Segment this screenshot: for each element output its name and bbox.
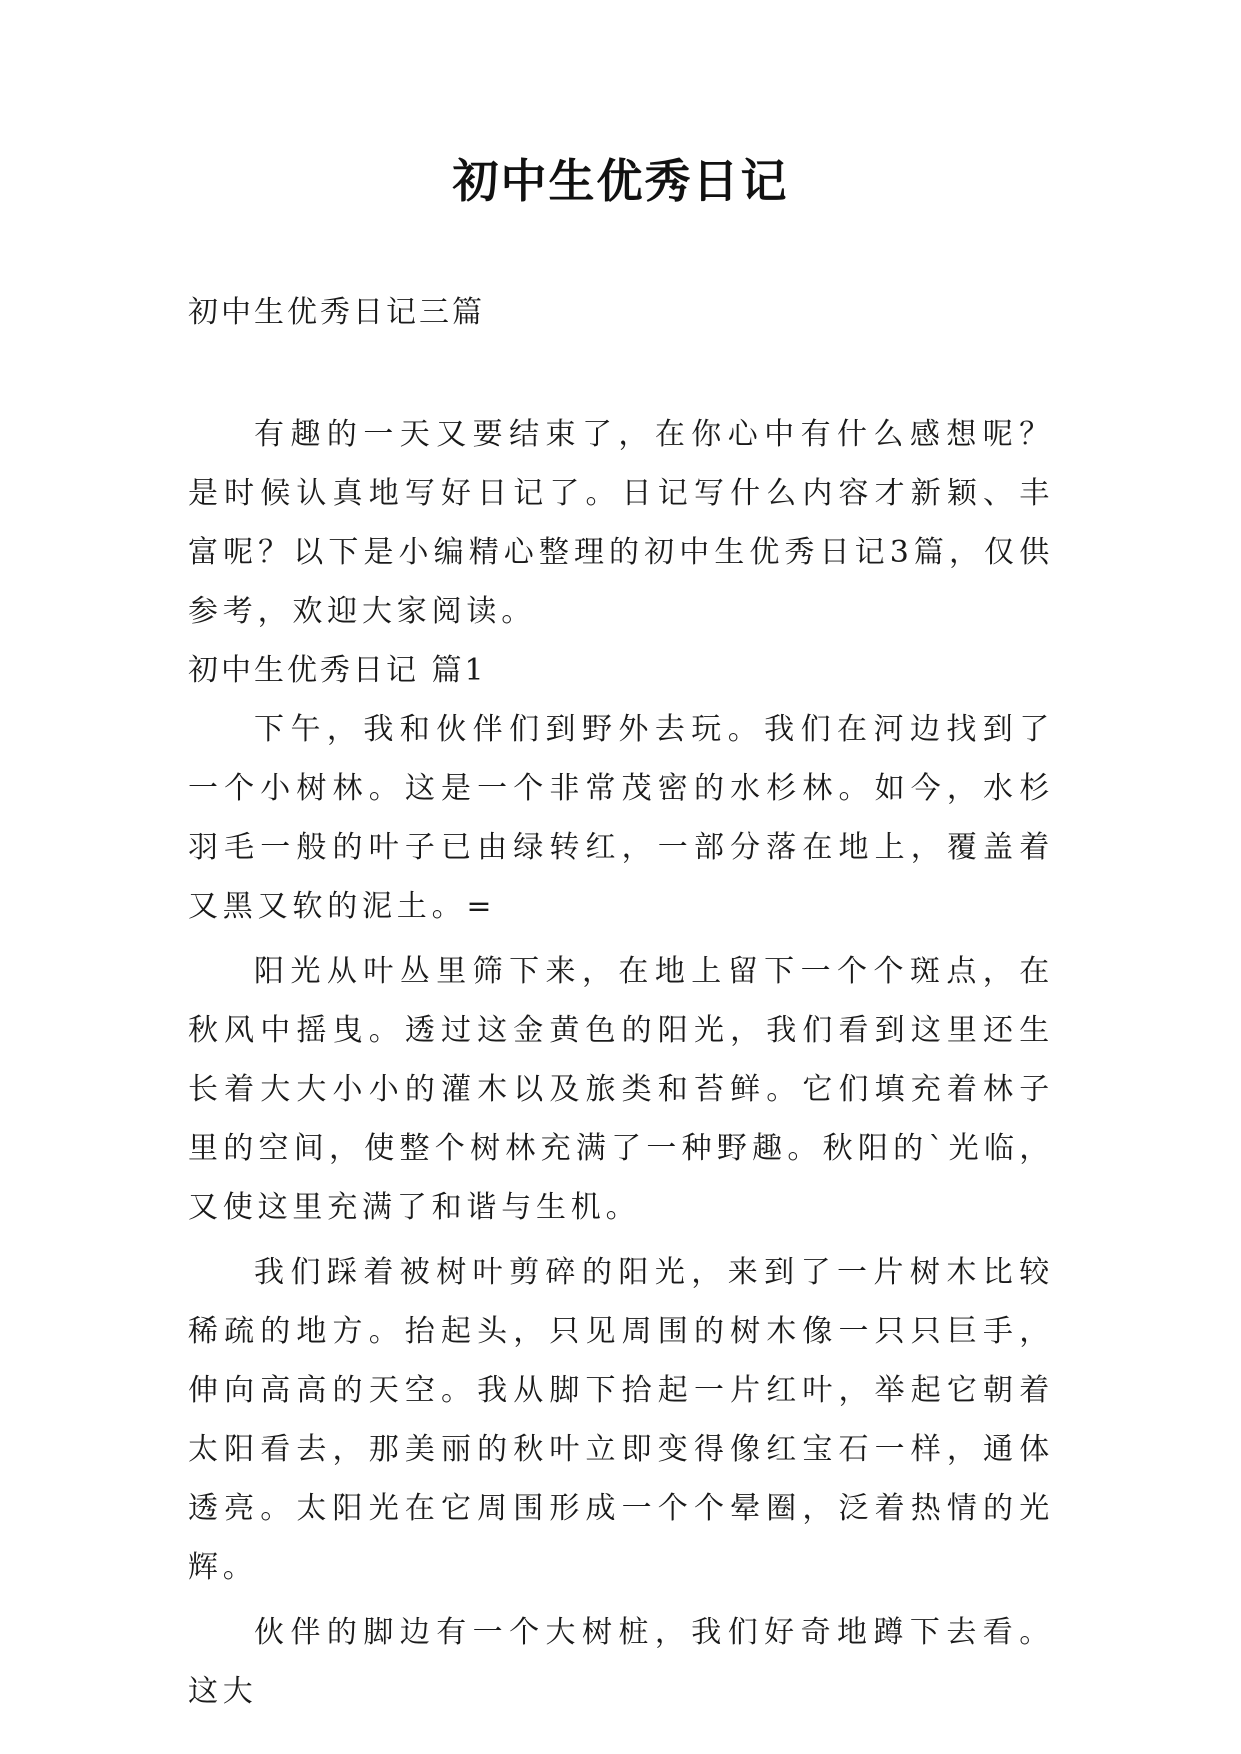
document-subtitle: 初中生优秀日记三篇 [188, 295, 485, 330]
body-paragraph: 阳光从叶丛里筛下来，在地上留下一个个斑点，在秋风中摇曳。透过这金黄色的阳光，我们看到这里还生长着大大小小的灌木以及旅类和苔鲜。它们填充着林子里的空间，使整个树林充满了一种野趣。秋阳的`光临，又使这里充满了和谐与生机。 [188, 954, 1054, 1225]
document-body [188, 405, 1054, 1721]
intro-paragraph: 有趣的一天又要结束了，在你心中有什么感想呢？是时候认真地写好日记了。日记写什么内容才新颖、丰富呢？以下是小编精心整理的初中生优秀日记3篇，仅供参考，欢迎大家阅读。 [188, 417, 1054, 629]
document-title: 初中生优秀日记 [452, 154, 789, 208]
section-heading: 初中生优秀日记 篇1 [188, 653, 487, 688]
body-paragraph: 伙伴的脚边有一个大树桩，我们好奇地蹲下去看。这大 [188, 1615, 1054, 1709]
body-paragraph: 下午，我和伙伴们到野外去玩。我们在河边找到了一个小树林。这是一个非常茂密的水杉林。如今，水杉羽毛一般的叶子已由绿转红，一部分落在地上，覆盖着又黑又软的泥土。= [188, 712, 1054, 924]
body-paragraph: 我们踩着被树叶剪碎的阳光，来到了一片树木比较稀疏的地方。抬起头，只见周围的树木像一只只巨手，伸向高高的天空。我从脚下拾起一片红叶，举起它朝着太阳看去，那美丽的秋叶立即变得像红宝石一样，通体透亮。太阳光在它周围形成一个个晕圈，泛着热情的光辉。 [188, 1255, 1054, 1585]
